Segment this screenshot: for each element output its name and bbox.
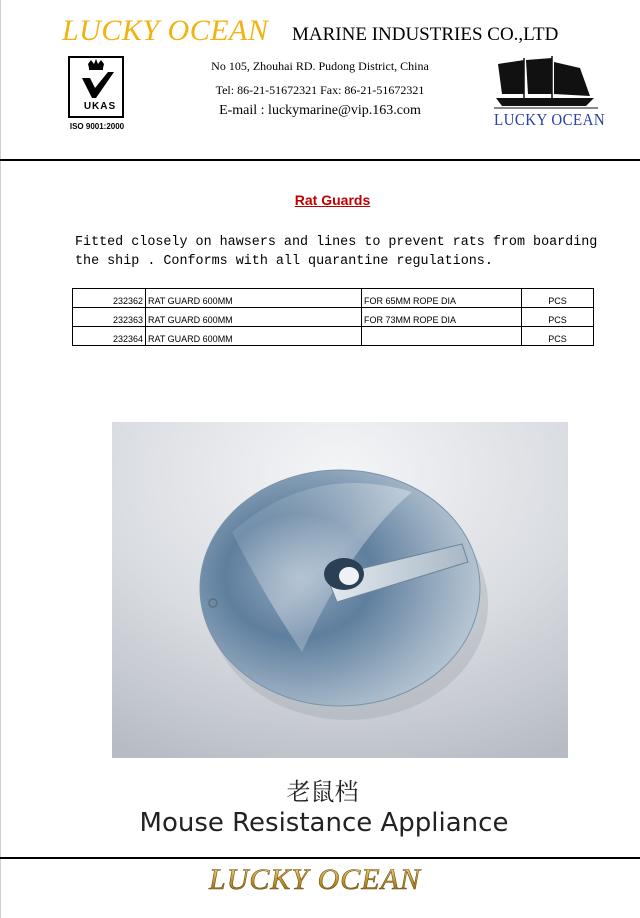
footer-brand-text: LUCKY OCEAN (209, 863, 421, 896)
company-name: MARINE INDUSTRIES CO.,LTD (292, 24, 559, 45)
table-row (73, 308, 594, 327)
company-phone-fax: Tel: 86-21-51672321 Fax: 86-21-51672321 (215, 83, 425, 97)
product-table (72, 288, 594, 346)
caption-chinese: 老鼠档 (286, 778, 359, 806)
item-code: 232363 (73, 308, 146, 327)
footer-logo (180, 860, 450, 900)
footer-divider (0, 857, 640, 859)
header-divider (0, 159, 640, 161)
item-note (362, 327, 522, 346)
item-unit: PCS (522, 327, 594, 346)
logo-wordmark: LUCKY OCEAN (494, 110, 606, 129)
iso-label: ISO 9001:2000 (69, 122, 125, 131)
brand-name: LUCKY OCEAN (62, 14, 269, 47)
company-address: No 105, Zhouhai RD. Pudong District, China (211, 59, 429, 73)
caption-english: Mouse Resistance Appliance (139, 808, 509, 838)
product-description: Fitted closely on hawsers and lines to prevent rats from boarding the ship . Conforms with all quarantine regulations. (75, 235, 598, 269)
item-name: RAT GUARD 600MM (146, 289, 362, 308)
product-photo (112, 422, 568, 758)
letterhead (0, 0, 640, 160)
ukas-certification-mark (66, 56, 128, 134)
item-note: FOR 73MM ROPE DIA (362, 308, 522, 327)
item-code: 232362 (73, 289, 146, 308)
table-row (73, 289, 594, 308)
rat-guard-image (112, 422, 568, 758)
item-code: 232364 (73, 327, 146, 346)
item-unit: PCS (522, 289, 594, 308)
company-email: E-mail : luckymarine@vip.163.com (219, 103, 421, 118)
item-note: FOR 65MM ROPE DIA (362, 289, 522, 308)
item-name: RAT GUARD 600MM (146, 308, 362, 327)
ukas-label: UKAS (83, 101, 117, 112)
product-title: Rat Guards (294, 192, 371, 208)
ukas-badge (68, 56, 124, 118)
sailing-ship-icon (494, 54, 598, 112)
item-name: RAT GUARD 600MM (146, 327, 362, 346)
footer-wordmark (180, 860, 450, 900)
company-logo (494, 54, 606, 140)
table-row (73, 327, 594, 346)
item-unit: PCS (522, 308, 594, 327)
